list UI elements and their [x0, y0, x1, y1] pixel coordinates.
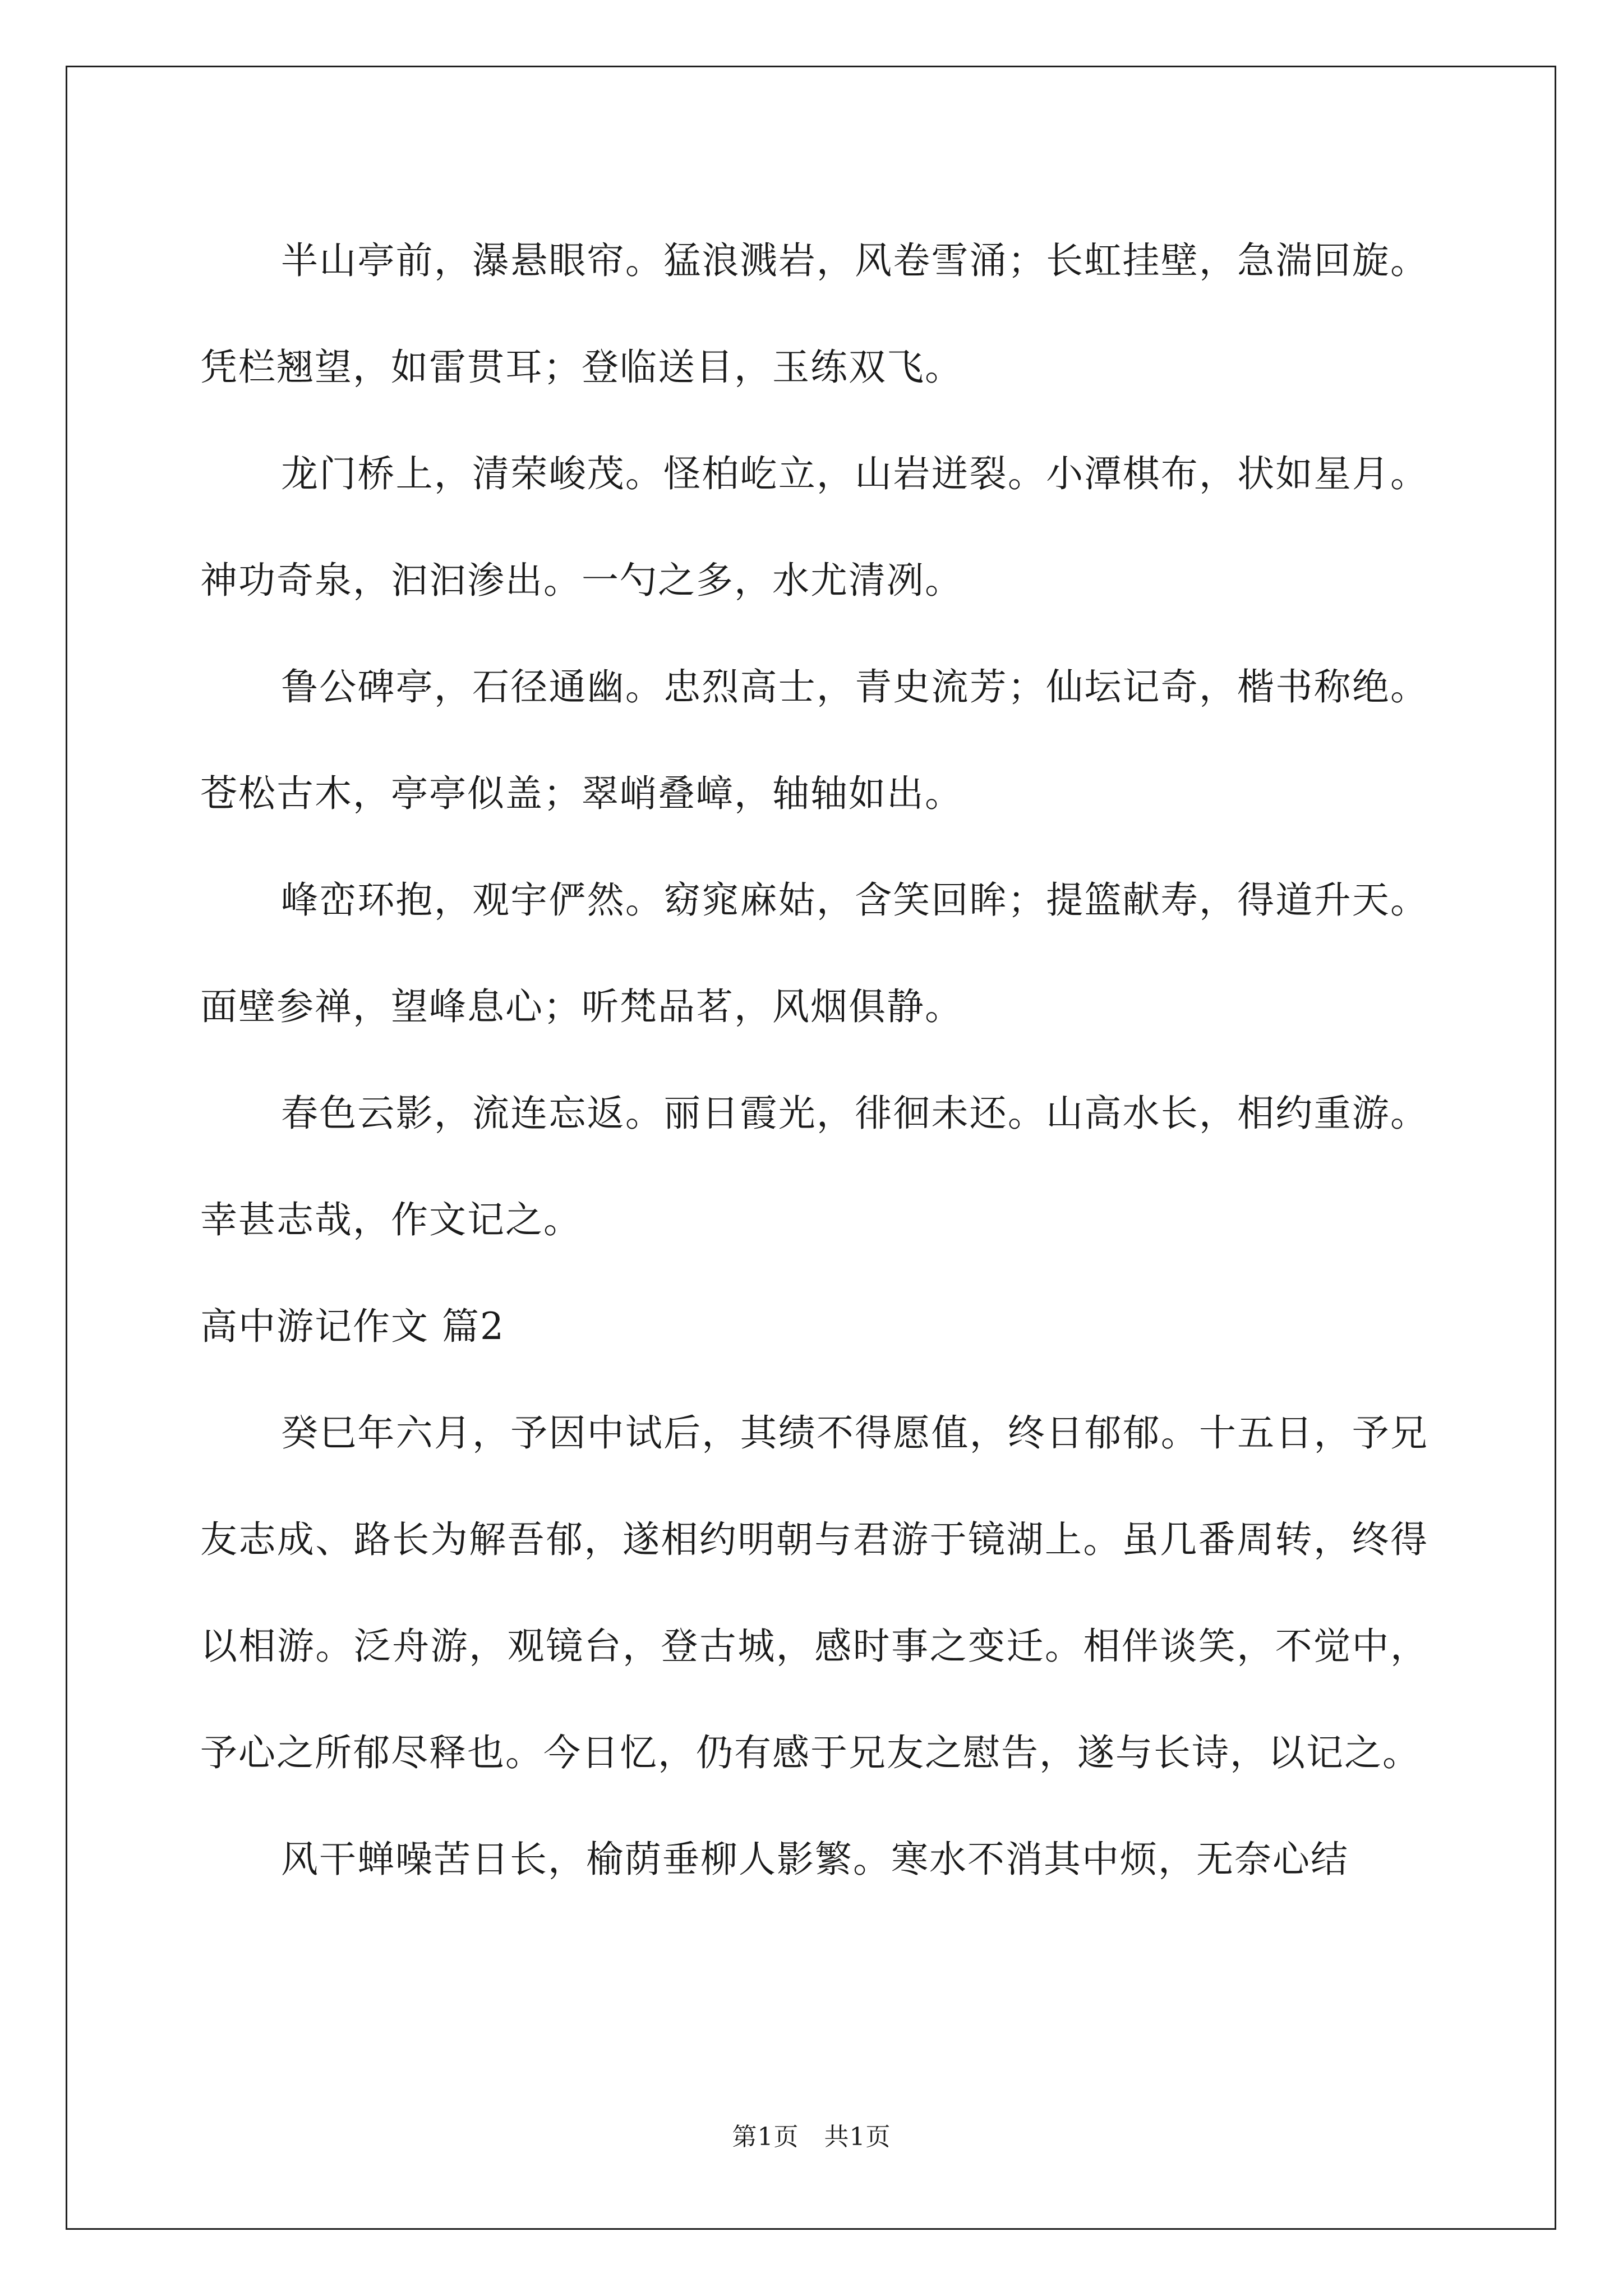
paragraph: 半山亭前，瀑悬眼帘。猛浪溅岩，风卷雪涌；长虹挂壁，急湍回旋。凭栏翘望，如雷贯耳；登临送目，玉练双飞。	[200, 239, 1428, 389]
paragraph: 鲁公碑亭，石径通幽。忠烈高士，青史流芳；仙坛记奇，楷书称绝。苍松古木，亭亭似盖；翠峭叠嶂，轴轴如出。	[200, 665, 1428, 815]
page-footer: 第1页 共1页	[732, 2123, 891, 2151]
document-body	[200, 208, 1428, 1913]
paragraph: 峰峦环抱，观宇俨然。窈窕麻姑，含笑回眸；提篮献寿，得道升天。面壁参禅，望峰息心；听梵品茗，风烟俱静。	[200, 878, 1428, 1028]
paragraph: 春色云影，流连忘返。丽日霞光，徘徊未还。山高水长，相约重游。幸甚志哉，作文记之。	[200, 1092, 1428, 1241]
paragraph: 癸巳年六月，予因中试后，其绩不得愿值，终日郁郁。十五日，予兄友志成、路长为解吾郁，遂相约明朝与君游于镜湖上。虽几番周转，终得以相游。泛舟游，观镜台，登古城，感时事之变迁。相伴谈笑，不觉中，予心之所郁尽释也。今日忆，仍有感于兄友之慰告，遂与长诗，以记之。	[200, 1411, 1428, 1774]
paragraph: 龙门桥上，清荣峻茂。怪柏屹立，山岩迸裂。小潭棋布，状如星月。神功奇泉，汩汩渗出。一勺之多，水尤清冽。	[200, 452, 1428, 602]
section-heading: 高中游记作文 篇2	[200, 1305, 505, 1348]
paragraph: 风干蝉噪苦日长，榆荫垂柳人影繁。寒水不消其中烦，无奈心结	[281, 1838, 1349, 1881]
